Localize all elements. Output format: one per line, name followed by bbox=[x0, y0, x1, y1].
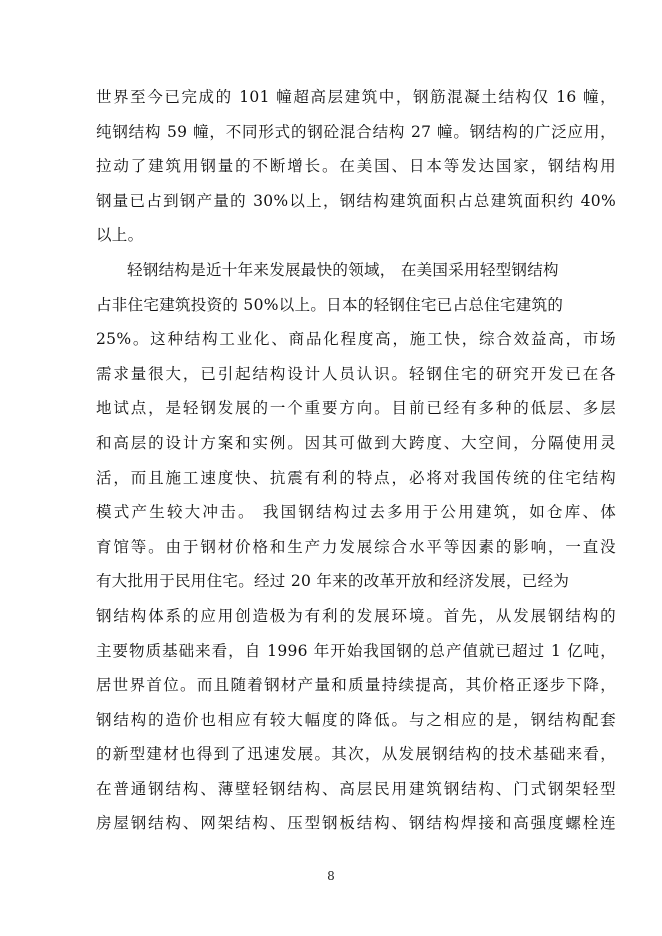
text-line: 钢量已占到钢产量的 30%以上，钢结构建筑面积占总建筑面积约 40% bbox=[96, 191, 616, 210]
text-line: 钢结构体系的应用创造极为有利的发展环境。首先，从发展钢结构的 bbox=[96, 606, 616, 625]
text-line: 主要物质基础来看，自 1996 年开始我国钢的总产值就已超过 1 亿吨， bbox=[96, 641, 616, 660]
text-line: 育馆等。由于钢材价格和生产力发展综合水平等因素的影响，一直没 bbox=[96, 537, 616, 556]
text-line: 地试点，是轻钢发展的一个重要方向。目前已经有多种的低层、多层 bbox=[96, 399, 616, 418]
text-line: 房屋钢结构、网架结构、压型钢板结构、钢结构焊接和高强度螺栓连 bbox=[96, 814, 616, 833]
text-line: 有大批用于民用住宅。经过 20 年来的改革开放和经济发展，已经为 bbox=[96, 572, 570, 591]
text-line: 模式产生较大冲击。 我国钢结构过去多用于公用建筑，如仓库、体 bbox=[96, 503, 616, 522]
text-line: 的新型建材也得到了迅速发展。其次，从发展钢结构的技术基础来看， bbox=[96, 745, 616, 764]
page-number: 8 bbox=[327, 869, 335, 883]
text-line: 居世界首位。而且随着钢材产量和质量持续提高，其价格正逐步下降， bbox=[96, 676, 616, 695]
text-line: 钢结构的造价也相应有较大幅度的降低。与之相应的是，钢结构配套 bbox=[96, 710, 616, 729]
text-line: 拉动了建筑用钢量的不断增长。在美国、日本等发达国家，钢结构用 bbox=[96, 157, 616, 176]
text-line: 以上。 bbox=[96, 226, 144, 245]
text-line: 需求量很大，已引起结构设计人员认识。轻钢住宅的研究开发已在各 bbox=[96, 364, 616, 383]
text-line: 轻钢结构是近十年来发展最快的领域， 在美国采用轻型钢结构 bbox=[127, 260, 559, 279]
text-line: 活，而且施工速度快、抗震有利的特点，必将对我国传统的住宅结构 bbox=[96, 468, 616, 487]
text-line: 在普通钢结构、薄壁轻钢结构、高层民用建筑钢结构、门式钢架轻型 bbox=[96, 779, 616, 798]
text-line: 和高层的设计方案和实例。因其可做到大跨度、大空间，分隔使用灵 bbox=[96, 433, 616, 452]
text-line: 纯钢结构 59 幢，不同形式的钢砼混合结构 27 幢。钢结构的广泛应用， bbox=[96, 122, 616, 141]
body-text bbox=[96, 80, 616, 841]
text-line: 世界至今已完成的 101 幢超高层建筑中，钢筋混凝土结构仅 16 幢， bbox=[96, 88, 616, 106]
text-line: 占非住宅建筑投资的 50%以上。日本的轻钢住宅已占总住宅建筑的 bbox=[96, 295, 564, 314]
text-line: 25%。这种结构工业化、商品化程度高，施工快，综合效益高，市场 bbox=[96, 330, 616, 349]
